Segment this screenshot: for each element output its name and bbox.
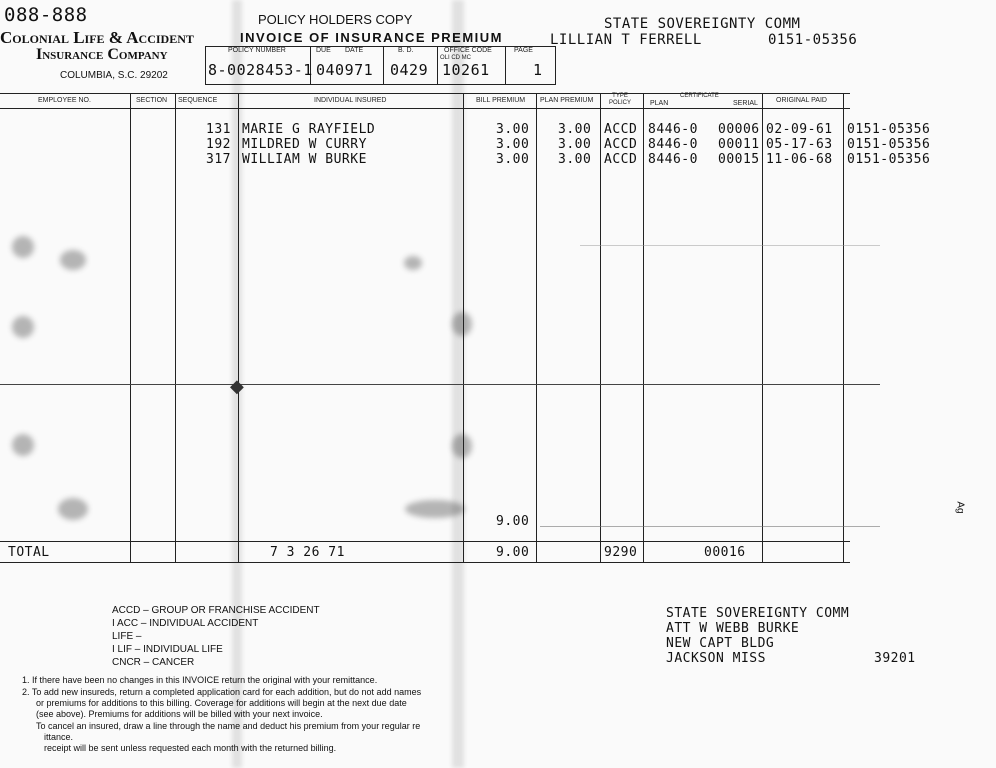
row-plan: 8446-0 (648, 137, 698, 152)
row-sequence: 317 (206, 152, 231, 167)
due-date: 040971 (316, 61, 374, 79)
row-orig-date: 02-09-61 (766, 122, 833, 137)
row-plan: 8446-0 (648, 152, 698, 167)
scan-blot (58, 498, 88, 520)
copy-title: POLICY HOLDERS COPY (258, 12, 413, 27)
instruction-2-cont: (see above). Premiums for additions will be billed with your next invoice. (36, 709, 323, 719)
row-insured: WILLIAM W BURKE (242, 152, 367, 167)
mailing-line3: NEW CAPT BLDG (666, 636, 775, 651)
company-city: COLUMBIA, S.C. 29202 (60, 70, 168, 81)
scan-blot (404, 256, 422, 270)
col-section: SECTION (136, 97, 168, 104)
legend-item: ACCD – GROUP OR FRANCHISE ACCIDENT (112, 605, 320, 616)
row-orig-account: 0151-05356 (847, 152, 931, 167)
row-insured: MILDRED W CURRY (242, 137, 367, 152)
col-bill-premium: BILL PREMIUM (476, 97, 526, 104)
legend-item: LIFE – (112, 631, 142, 642)
bd-label: B. D. (398, 47, 414, 54)
row-insured: MARIE G RAYFIELD (242, 122, 376, 137)
col-plan: PLAN (650, 100, 669, 107)
policy-number: 8-0028453-1 (208, 61, 313, 79)
policy-number-label: POLICY NUMBER (228, 47, 286, 54)
row-serial: 00015 (718, 152, 760, 167)
row-plan: 8446-0 (648, 122, 698, 137)
scan-blot (452, 312, 472, 336)
col-certificate: CERTIFICATE (680, 93, 719, 99)
scan-blot (60, 250, 86, 270)
row-type: ACCD (604, 122, 638, 137)
col-individual-insured: INDIVIDUAL INSURED (314, 97, 387, 104)
instruction-4: receipt will be sent unless requested each month with the returned billing. (44, 743, 337, 753)
company-name: Colonial Life & Accident (0, 28, 194, 47)
fold-mark-icon: ◆ (230, 376, 244, 396)
total-label: TOTAL (8, 545, 50, 560)
subtotal: 9.00 (496, 514, 530, 529)
row-sequence: 192 (206, 137, 231, 152)
mailing-line4: JACKSON MISS (666, 651, 766, 666)
col-plan-premium: PLAN PREMIUM (540, 97, 594, 104)
office-sub-labels: OLI CD MC (440, 55, 472, 61)
policyholder-name: STATE SOVEREIGNTY COMM (604, 16, 801, 32)
row-plan-premium: 3.00 (558, 122, 592, 137)
legend-item: CNCR – CANCER (112, 657, 195, 668)
row-serial: 00006 (718, 122, 760, 137)
instruction-2: 2. To add new insureds, return a completed application card for each addition, but do not add names (22, 687, 422, 697)
office-code: 10261 (442, 61, 490, 79)
row-orig-date: 11-06-68 (766, 152, 833, 167)
row-orig-account: 0151-05356 (847, 122, 931, 137)
row-bill-premium: 3.00 (496, 152, 530, 167)
row-orig-date: 05-17-63 (766, 137, 833, 152)
scan-blot (12, 236, 34, 258)
row-bill-premium: 3.00 (496, 122, 530, 137)
policyholder-account: 0151-05356 (768, 32, 858, 48)
instruction-2-cont: or premiums for additions to this billing. Coverage for additions will begin at the next due date (36, 698, 407, 708)
instruction-3: To cancel an insured, draw a line through the name and deduct his premium from your regular re (36, 721, 421, 731)
office-code-label: OFFICE CODE (444, 47, 492, 54)
company-name-line2: Insurance Company (36, 46, 168, 63)
scan-blot (12, 434, 34, 456)
due-label: DUE (316, 47, 331, 54)
form-number: 088-888 (4, 4, 88, 26)
instruction-3-cont: ittance. (44, 732, 74, 742)
legend-item: I LIF – INDIVIDUAL LIFE (112, 644, 223, 655)
col-sequence: SEQUENCE (178, 97, 218, 104)
mailing-line1: STATE SOVEREIGNTY COMM (666, 606, 850, 621)
invoice-title: INVOICE OF INSURANCE PREMIUM (240, 30, 504, 45)
col-serial: SERIAL (733, 100, 758, 107)
row-orig-account: 0151-05356 (847, 137, 931, 152)
row-type: ACCD (604, 137, 638, 152)
total-type: 9290 (604, 545, 638, 560)
scan-blot (12, 316, 34, 338)
row-bill-premium: 3.00 (496, 137, 530, 152)
row-plan-premium: 3.00 (558, 137, 592, 152)
scan-blot (452, 434, 472, 458)
page-label: PAGE (514, 47, 533, 54)
total-date-code: 7 3 26 71 (270, 545, 345, 560)
total-bill: 9.00 (496, 545, 530, 560)
page-number: 1 (533, 61, 543, 79)
instruction-1: 1. If there have been no changes in this INVOICE return the original with your remittance. (22, 675, 378, 685)
col-employee-no: EMPLOYEE NO. (38, 97, 91, 104)
policyholder-attention: LILLIAN T FERRELL (550, 32, 702, 48)
birth-date-code: 0429 (390, 61, 429, 79)
margin-mark: Ag (954, 501, 966, 514)
col-type-policy: TYPE POLICY (608, 93, 631, 106)
scan-blot (405, 500, 465, 518)
row-sequence: 131 (206, 122, 231, 137)
mailing-zip: 39201 (874, 651, 916, 666)
row-plan-premium: 3.00 (558, 152, 592, 167)
total-serial: 00016 (704, 545, 746, 560)
legend-item: I ACC – INDIVIDUAL ACCIDENT (112, 618, 259, 629)
row-serial: 00011 (718, 137, 760, 152)
col-original-paid: ORIGINAL PAID (776, 97, 827, 104)
row-type: ACCD (604, 152, 638, 167)
date-label: DATE (345, 47, 364, 54)
mailing-line2: ATT W WEBB BURKE (666, 621, 800, 636)
